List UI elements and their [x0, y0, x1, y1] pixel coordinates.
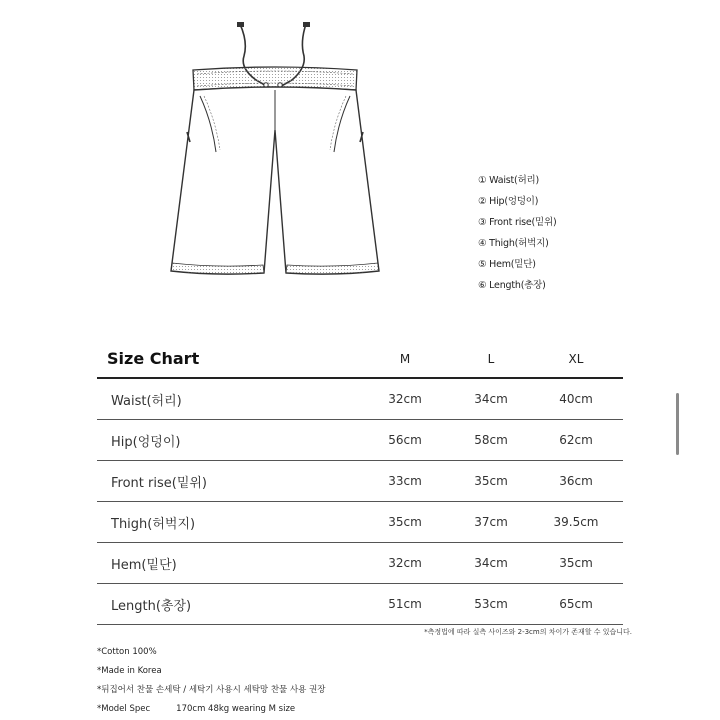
care-info: *뒤집어서 찬물 손세탁 / 세탁기 사용시 세탁망 찬물 사용 권장 — [97, 685, 326, 695]
cell-l: 34cm — [474, 556, 508, 570]
column-header-xl: XL — [568, 351, 584, 366]
measurement-legend — [478, 170, 557, 296]
size-chart-title: Size Chart — [107, 349, 200, 368]
column-header-m: M — [399, 351, 411, 366]
cell-xl: 40cm — [559, 392, 593, 406]
table-row — [97, 584, 623, 625]
legend-item: ⑥ Length(총장) — [478, 280, 546, 291]
row-label: Thigh(허벅지) — [111, 516, 196, 532]
cell-m: 56cm — [388, 433, 422, 447]
model-spec-value: 170cm 48kg wearing M size — [176, 704, 296, 714]
measurement-note: *측정법에 따라 실측 사이즈와 2-3cm의 차이가 존재할 수 있습니다. — [424, 628, 632, 636]
shorts-illustration — [160, 22, 390, 292]
table-row — [97, 379, 623, 420]
size-chart-table — [97, 340, 623, 625]
table-row — [97, 461, 623, 502]
material-info: *Cotton 100% — [97, 647, 157, 657]
legend-item: ⑤ Hem(밑단) — [478, 259, 536, 270]
cell-xl: 36cm — [559, 474, 593, 488]
model-spec — [97, 700, 326, 719]
cell-m: 32cm — [388, 392, 422, 406]
origin-info: *Made in Korea — [97, 666, 162, 676]
legend-item: ② Hip(엉덩이) — [478, 196, 539, 207]
cell-m: 35cm — [388, 515, 422, 529]
table-row — [97, 543, 623, 584]
legend-item: ③ Front rise(밑위) — [478, 217, 557, 228]
cell-m: 33cm — [388, 474, 422, 488]
cell-xl: 39.5cm — [553, 515, 599, 529]
row-label: Hem(밑단) — [111, 557, 177, 573]
row-label: Hip(엉덩이) — [111, 434, 181, 450]
cell-m: 32cm — [388, 556, 422, 570]
cell-l: 53cm — [474, 597, 508, 611]
legend-item: ④ Thigh(허벅지) — [478, 238, 549, 249]
row-label: Front rise(밑위) — [111, 475, 208, 491]
cell-l: 58cm — [474, 433, 508, 447]
row-label: Waist(허리) — [111, 393, 182, 409]
product-info — [97, 643, 326, 719]
column-header-l: L — [487, 351, 495, 366]
table-row — [97, 502, 623, 543]
cell-xl: 35cm — [559, 556, 593, 570]
cell-xl: 62cm — [559, 433, 593, 447]
model-spec-label: *Model Spec — [97, 704, 151, 714]
cell-l: 34cm — [474, 392, 508, 406]
table-header-row — [97, 340, 623, 379]
cell-m: 51cm — [388, 597, 422, 611]
cell-l: 37cm — [474, 515, 508, 529]
cell-xl: 65cm — [559, 597, 593, 611]
table-row — [97, 420, 623, 461]
row-label: Length(총장) — [111, 598, 192, 614]
legend-item: ① Waist(허리) — [478, 175, 540, 186]
scrollbar-thumb[interactable] — [676, 393, 679, 455]
cell-l: 35cm — [474, 474, 508, 488]
